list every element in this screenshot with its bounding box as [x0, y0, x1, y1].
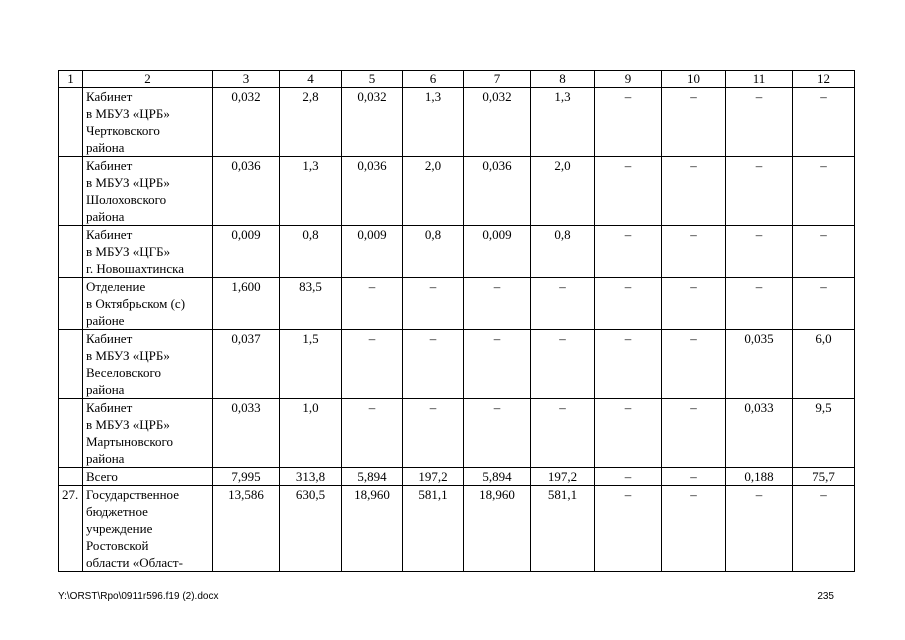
- value-cell-col-9: –: [595, 226, 662, 278]
- value-cell-col-8: 0,8: [531, 226, 595, 278]
- value-cell-col-9: –: [595, 330, 662, 399]
- value-cell-col-3: 13,586: [213, 486, 280, 572]
- column-number-10: 10: [662, 71, 726, 88]
- value-cell-col-5: 5,894: [342, 468, 403, 486]
- value-cell-col-4: 1,3: [280, 157, 342, 226]
- value-cell-col-9: –: [595, 88, 662, 157]
- table-row: [59, 88, 855, 157]
- value-cell-col-4: 2,8: [280, 88, 342, 157]
- table-row: [59, 226, 855, 278]
- row-index-cell: [59, 399, 83, 468]
- data-table: [58, 70, 855, 572]
- column-number-6: 6: [403, 71, 464, 88]
- value-cell-col-10: –: [662, 278, 726, 330]
- row-name-line: Отделение: [86, 279, 146, 294]
- column-number-2: 2: [83, 71, 213, 88]
- table-row: [59, 330, 855, 399]
- table-row: [59, 278, 855, 330]
- table-row: [59, 468, 855, 486]
- row-name-line: района: [86, 451, 125, 466]
- value-cell-col-10: –: [662, 399, 726, 468]
- value-cell-col-7: –: [464, 330, 531, 399]
- value-cell-col-6: –: [403, 399, 464, 468]
- row-name-cell: [83, 157, 213, 226]
- value-cell-col-3: 7,995: [213, 468, 280, 486]
- row-name-line: в МБУЗ «ЦРБ»: [86, 417, 170, 432]
- row-name-line: Кабинет: [86, 158, 133, 173]
- row-name-line: Ростовской: [86, 538, 149, 553]
- value-cell-col-11: –: [726, 278, 793, 330]
- row-name-line: районе: [86, 313, 125, 328]
- value-cell-col-3: 0,037: [213, 330, 280, 399]
- row-name-line: района: [86, 140, 125, 155]
- value-cell-col-4: 1,0: [280, 399, 342, 468]
- value-cell-col-12: –: [793, 157, 855, 226]
- column-number-5: 5: [342, 71, 403, 88]
- value-cell-col-6: 197,2: [403, 468, 464, 486]
- row-index-cell: [59, 88, 83, 157]
- table-body: [59, 71, 855, 572]
- value-cell-col-10: –: [662, 486, 726, 572]
- value-cell-col-8: –: [531, 330, 595, 399]
- row-index-cell: [59, 226, 83, 278]
- column-number-8: 8: [531, 71, 595, 88]
- value-cell-col-10: –: [662, 330, 726, 399]
- value-cell-col-8: 1,3: [531, 88, 595, 157]
- column-number-4: 4: [280, 71, 342, 88]
- row-name-line: в МБУЗ «ЦРБ»: [86, 106, 170, 121]
- row-name-line: в Октябрьском (с): [86, 296, 186, 311]
- value-cell-col-8: –: [531, 399, 595, 468]
- row-name-cell: [83, 399, 213, 468]
- value-cell-col-6: 1,3: [403, 88, 464, 157]
- column-number-11: 11: [726, 71, 793, 88]
- value-cell-col-11: –: [726, 226, 793, 278]
- value-cell-col-11: 0,033: [726, 399, 793, 468]
- value-cell-col-7: –: [464, 278, 531, 330]
- value-cell-col-12: –: [793, 486, 855, 572]
- row-name-line: Кабинет: [86, 331, 133, 346]
- value-cell-col-5: 0,036: [342, 157, 403, 226]
- value-cell-col-10: –: [662, 88, 726, 157]
- value-cell-col-3: 0,033: [213, 399, 280, 468]
- row-name-line: области «Област-: [86, 555, 183, 570]
- row-name-line: Кабинет: [86, 400, 133, 415]
- row-name-line: бюджетное: [86, 504, 148, 519]
- value-cell-col-11: –: [726, 88, 793, 157]
- value-cell-col-11: 0,035: [726, 330, 793, 399]
- value-cell-col-3: 0,036: [213, 157, 280, 226]
- value-cell-col-5: –: [342, 399, 403, 468]
- value-cell-col-4: 0,8: [280, 226, 342, 278]
- value-cell-col-7: 0,036: [464, 157, 531, 226]
- table-row: [59, 157, 855, 226]
- row-name-cell: [83, 226, 213, 278]
- value-cell-col-6: 0,8: [403, 226, 464, 278]
- value-cell-col-7: –: [464, 399, 531, 468]
- row-name-line: Шолоховского: [86, 192, 167, 207]
- value-cell-col-7: 0,009: [464, 226, 531, 278]
- value-cell-col-11: 0,188: [726, 468, 793, 486]
- value-cell-col-8: 581,1: [531, 486, 595, 572]
- value-cell-col-6: 581,1: [403, 486, 464, 572]
- value-cell-col-12: 9,5: [793, 399, 855, 468]
- value-cell-col-10: –: [662, 157, 726, 226]
- value-cell-col-8: 197,2: [531, 468, 595, 486]
- row-index-cell: [59, 330, 83, 399]
- value-cell-col-5: –: [342, 330, 403, 399]
- value-cell-col-5: 0,009: [342, 226, 403, 278]
- value-cell-col-4: 630,5: [280, 486, 342, 572]
- row-name-line: в МБУЗ «ЦРБ»: [86, 348, 170, 363]
- row-index-cell: [59, 468, 83, 486]
- footer-file-path: Y:\ORST\Rpo\0911r596.f19 (2).docx: [58, 591, 219, 602]
- value-cell-col-12: –: [793, 226, 855, 278]
- value-cell-col-5: –: [342, 278, 403, 330]
- row-name-line: Кабинет: [86, 227, 133, 242]
- row-index-cell: [59, 157, 83, 226]
- row-name-cell: [83, 278, 213, 330]
- value-cell-col-7: 0,032: [464, 88, 531, 157]
- value-cell-col-12: 75,7: [793, 468, 855, 486]
- row-name-line: в МБУЗ «ЦРБ»: [86, 175, 170, 190]
- row-name-cell: [83, 468, 213, 486]
- row-name-cell: [83, 486, 213, 572]
- row-name-line: Всего: [86, 469, 118, 484]
- row-name-cell: [83, 330, 213, 399]
- column-number-12: 12: [793, 71, 855, 88]
- value-cell-col-6: –: [403, 278, 464, 330]
- row-name-line: в МБУЗ «ЦГБ»: [86, 244, 171, 259]
- row-name-line: Кабинет: [86, 89, 133, 104]
- value-cell-col-5: 0,032: [342, 88, 403, 157]
- row-name-line: района: [86, 382, 125, 397]
- value-cell-col-10: –: [662, 468, 726, 486]
- value-cell-col-6: 2,0: [403, 157, 464, 226]
- value-cell-col-4: 313,8: [280, 468, 342, 486]
- value-cell-col-5: 18,960: [342, 486, 403, 572]
- table-row: [59, 486, 855, 572]
- value-cell-col-12: –: [793, 88, 855, 157]
- row-name-line: Государственное: [86, 487, 179, 502]
- value-cell-col-6: –: [403, 330, 464, 399]
- column-number-1: 1: [59, 71, 83, 88]
- value-cell-col-4: 83,5: [280, 278, 342, 330]
- table-row: [59, 399, 855, 468]
- column-number-7: 7: [464, 71, 531, 88]
- value-cell-col-3: 0,009: [213, 226, 280, 278]
- value-cell-col-11: –: [726, 157, 793, 226]
- value-cell-col-4: 1,5: [280, 330, 342, 399]
- value-cell-col-9: –: [595, 399, 662, 468]
- row-name-line: учреждение: [86, 521, 153, 536]
- column-number-9: 9: [595, 71, 662, 88]
- column-number-3: 3: [213, 71, 280, 88]
- value-cell-col-12: 6,0: [793, 330, 855, 399]
- value-cell-col-3: 0,032: [213, 88, 280, 157]
- row-index-cell: 27.: [59, 486, 83, 572]
- value-cell-col-8: 2,0: [531, 157, 595, 226]
- row-name-line: района: [86, 209, 125, 224]
- value-cell-col-9: –: [595, 468, 662, 486]
- value-cell-col-7: 5,894: [464, 468, 531, 486]
- value-cell-col-8: –: [531, 278, 595, 330]
- row-name-line: Мартыновского: [86, 434, 174, 449]
- value-cell-col-9: –: [595, 278, 662, 330]
- value-cell-col-9: –: [595, 486, 662, 572]
- row-name-cell: [83, 88, 213, 157]
- value-cell-col-3: 1,600: [213, 278, 280, 330]
- value-cell-col-10: –: [662, 226, 726, 278]
- value-cell-col-9: –: [595, 157, 662, 226]
- value-cell-col-12: –: [793, 278, 855, 330]
- row-name-line: г. Новошахтинска: [86, 261, 185, 276]
- row-index-cell: [59, 278, 83, 330]
- value-cell-col-7: 18,960: [464, 486, 531, 572]
- value-cell-col-11: –: [726, 486, 793, 572]
- footer-page-number: 235: [817, 591, 834, 602]
- table-header-row: [59, 71, 855, 88]
- row-name-line: Веселовского: [86, 365, 161, 380]
- row-name-line: Чертковского: [86, 123, 160, 138]
